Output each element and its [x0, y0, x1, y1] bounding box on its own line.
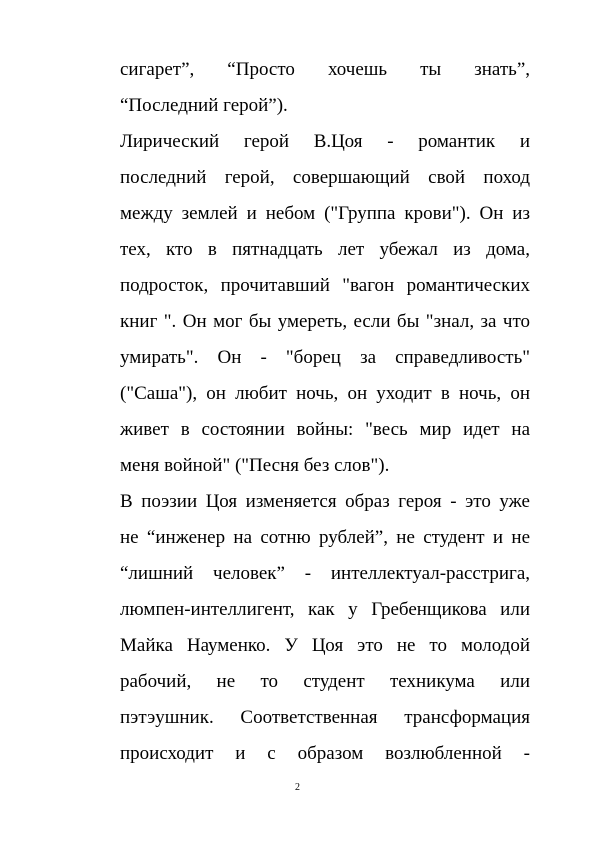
text-line: умирать". Он - "борец за справедливость"	[120, 347, 530, 368]
text-line: живет в состоянии войны: "весь мир идет на	[120, 419, 530, 440]
text-line: последний герой, совершающий свой поход	[120, 167, 530, 188]
text-line: “Последний герой”).	[120, 95, 288, 116]
text-line: Майка Науменко. У Цоя это не то молодой	[120, 635, 530, 656]
text-line: люмпен-интеллигент, как у Гребенщикова или	[120, 599, 530, 620]
text-line: ("Саша"), он любит ночь, он уходит в ночь, он	[120, 383, 530, 404]
text-line: не “инженер на сотню рублей”, не студент и не	[120, 527, 530, 548]
text-line: рабочий, не то студент техникума или	[120, 671, 530, 692]
page-number: 2	[295, 782, 300, 793]
text-line: меня войной" ("Песня без слов").	[120, 455, 390, 476]
text-line: тех, кто в пятнадцать лет убежал из дома,	[120, 239, 530, 260]
text-line: “лишний человек” - интеллектуал-расстрига,	[120, 563, 530, 584]
text-line: В поэзии Цоя изменяется образ героя - это уже	[120, 491, 530, 512]
text-line: между землей и небом ("Группа крови"). Он из	[120, 203, 530, 224]
text-line: сигарет”, “Просто хочешь ты знать”,	[120, 59, 530, 80]
text-line: происходит и с образом возлюбленной -	[120, 743, 530, 764]
text-line: Лирический герой В.Цоя - романтик и	[120, 131, 530, 152]
text-line: книг ". Он мог бы умереть, если бы "знал, за что	[120, 311, 530, 332]
text-line: подросток, прочитавший "вагон романтических	[120, 275, 530, 296]
text-line: пэтэушник. Соответственная трансформация	[120, 707, 530, 728]
